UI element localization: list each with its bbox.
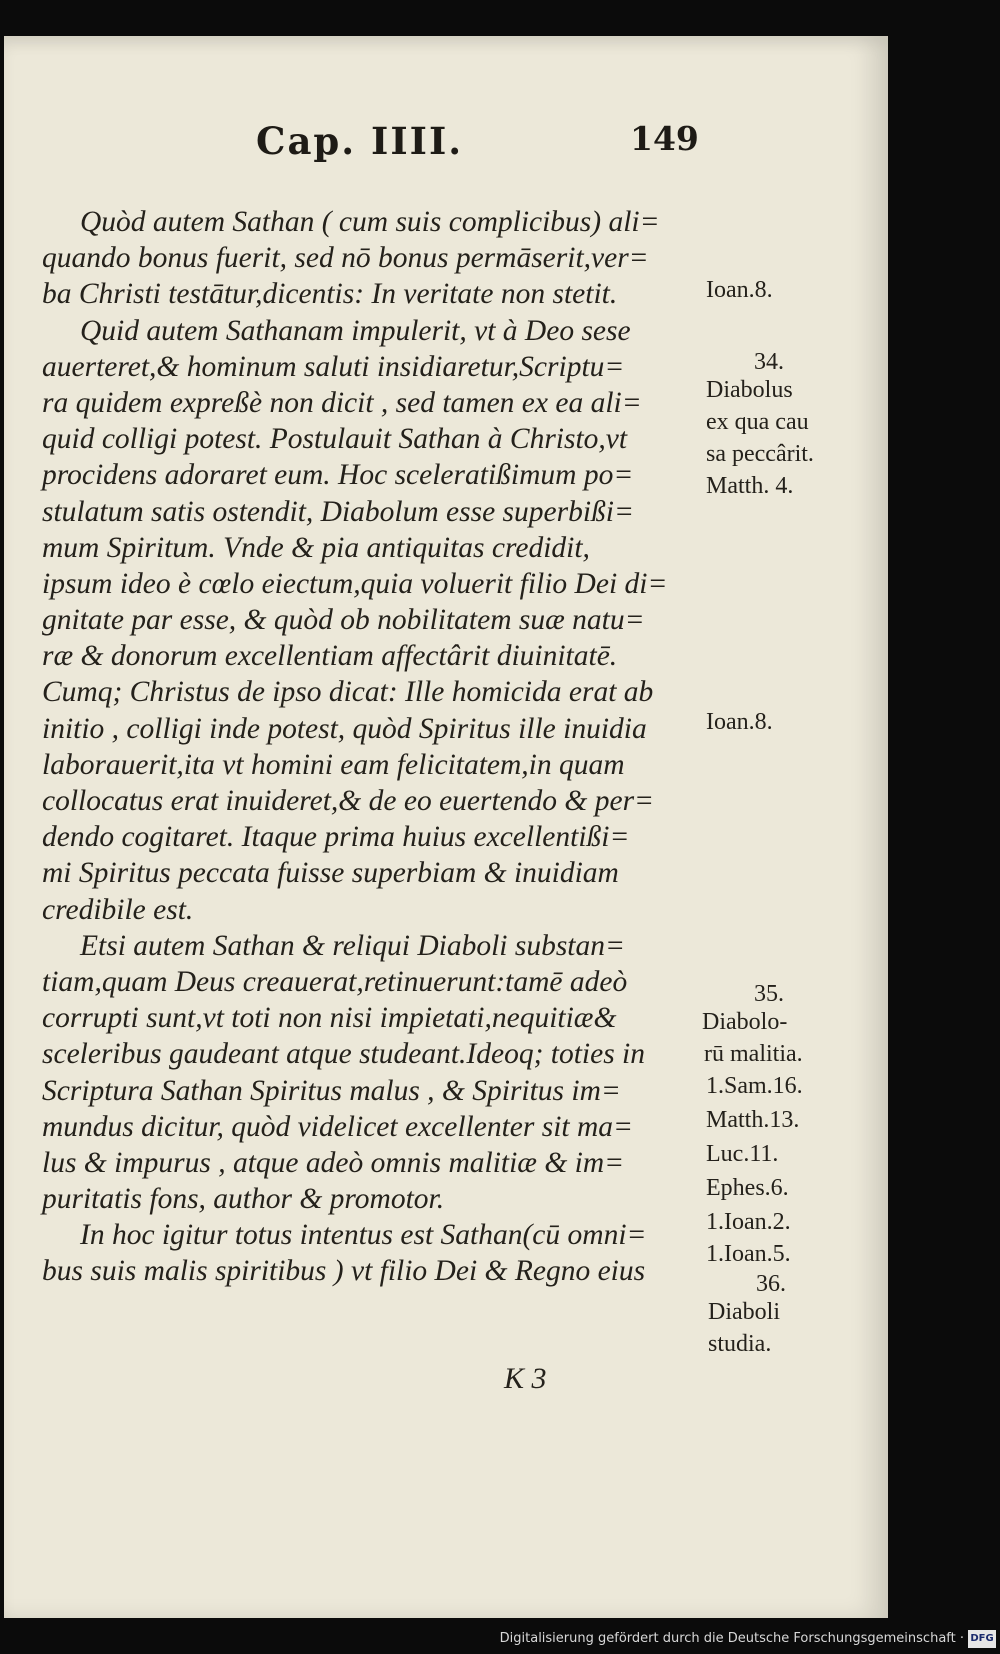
text-line: quid colligi potest. Postulauit Sathan à Christo,vt <box>42 423 628 456</box>
text-line: tiam,quam Deus creauerat,retinuerunt:tamē adeò <box>42 965 628 998</box>
text-line: collocatus erat inuideret,& de eo euertendo & per= <box>42 785 654 817</box>
text-line: ra quidem expreßè non dicit , sed tamen ex ea ali= <box>42 386 642 419</box>
margin-note: 36. <box>756 1271 786 1297</box>
margin-note: Ioan.8. <box>706 709 773 735</box>
text-line: bus suis malis spiritibus ) vt filio Dei & Regno eius <box>42 1255 646 1288</box>
text-line: Scriptura Sathan Spiritus malus , & Spiritus im= <box>42 1074 621 1107</box>
text-line: ba Christi testātur,dicentis: In veritate non stetit. <box>42 278 618 311</box>
margin-note: Diabolus <box>706 377 793 403</box>
margin-note: Luc.11. <box>706 1141 779 1167</box>
running-head: Cap. IIII. <box>256 119 464 163</box>
text-line: sceleribus gaudeant atque studeant.Ideoq; toties in <box>42 1038 646 1071</box>
text-line: Quid autem Sathanam impulerit, vt à Deo sese <box>80 314 631 347</box>
signature-mark: K 3 <box>504 1362 547 1395</box>
text-line: gnitate par esse, & quòd ob nobilitatem suæ natu= <box>42 604 645 637</box>
margin-note: Ephes.6. <box>706 1175 789 1201</box>
text-line: laborauerit,ita vt homini eam felicitatem,in quam <box>42 748 625 781</box>
footer-credit: Digitalisierung gefördert durch die Deutsche Forschungsgemeinschaft · <box>499 1631 964 1646</box>
text-line: ræ & donorum excellentiam affectârit diuinitatē. <box>42 640 618 673</box>
margin-note: ex qua cau <box>706 409 809 435</box>
margin-note: Diabolo- <box>702 1009 788 1035</box>
margin-note: 1.Ioan.2. <box>706 1209 791 1235</box>
margin-note: Matth. 4. <box>706 473 794 499</box>
dfg-logo-icon: DFG <box>968 1630 996 1648</box>
text-line: lus & impurus , atque adeò omnis malitiæ & im= <box>42 1146 625 1179</box>
text-line: Cumq; Christus de ipso dicat: Ille homicida erat ab <box>42 676 654 709</box>
margin-note: Matth.13. <box>706 1107 800 1133</box>
margin-note: studia. <box>708 1331 772 1357</box>
margin-note: sa peccârit. <box>706 441 814 467</box>
text-line: puritatis fons, author & promotor. <box>42 1183 445 1216</box>
margin-note: 34. <box>754 349 784 375</box>
text-line: initio , colligi inde potest, quòd Spiritus ille inuidia <box>42 712 647 745</box>
margin-note: 35. <box>754 981 784 1007</box>
margin-note: 1.Sam.16. <box>706 1073 803 1099</box>
text-line: dendo cogitaret. Itaque prima huius excellentißi= <box>42 821 630 854</box>
margin-note: rū malitia. <box>704 1041 803 1067</box>
text-line: mundus dicitur, quòd videlicet excellenter sit ma= <box>42 1110 633 1143</box>
text-line: credibile est. <box>42 893 194 926</box>
page-number: 149 <box>630 119 699 158</box>
footer-bar <box>0 1626 1000 1654</box>
text-line: quando bonus fuerit, sed nō bonus permāserit,ver= <box>42 242 649 275</box>
text-line: ipsum ideo è cœlo eiectum,quia voluerit filio Dei di= <box>42 567 668 600</box>
margin-note: Ioan.8. <box>706 277 773 303</box>
text-line: Etsi autem Sathan & reliqui Diaboli substan= <box>80 929 625 962</box>
text-line: In hoc igitur totus intentus est Sathan(cū omni= <box>80 1219 647 1252</box>
text-line: stulatum satis ostendit, Diabolum esse superbißi= <box>42 495 634 528</box>
text-line: corrupti sunt,vt toti non nisi impietati,nequitiæ& <box>42 1002 617 1035</box>
book-page <box>4 36 888 1618</box>
text-line: auerteret,& hominum saluti insidiaretur,Scriptu= <box>42 350 625 383</box>
margin-note: Diaboli <box>708 1299 780 1325</box>
text-line: Quòd autem Sathan ( cum suis complicibus) ali= <box>80 206 660 238</box>
text-line: mum Spiritum. Vnde & pia antiquitas credidit, <box>42 531 590 564</box>
text-line: mi Spiritus peccata fuisse superbiam & inuidiam <box>42 857 619 890</box>
margin-notes <box>4 36 888 1436</box>
margin-note: 1.Ioan.5. <box>706 1241 791 1267</box>
text-line: procidens adoraret eum. Hoc sceleratißimum po= <box>42 459 634 492</box>
